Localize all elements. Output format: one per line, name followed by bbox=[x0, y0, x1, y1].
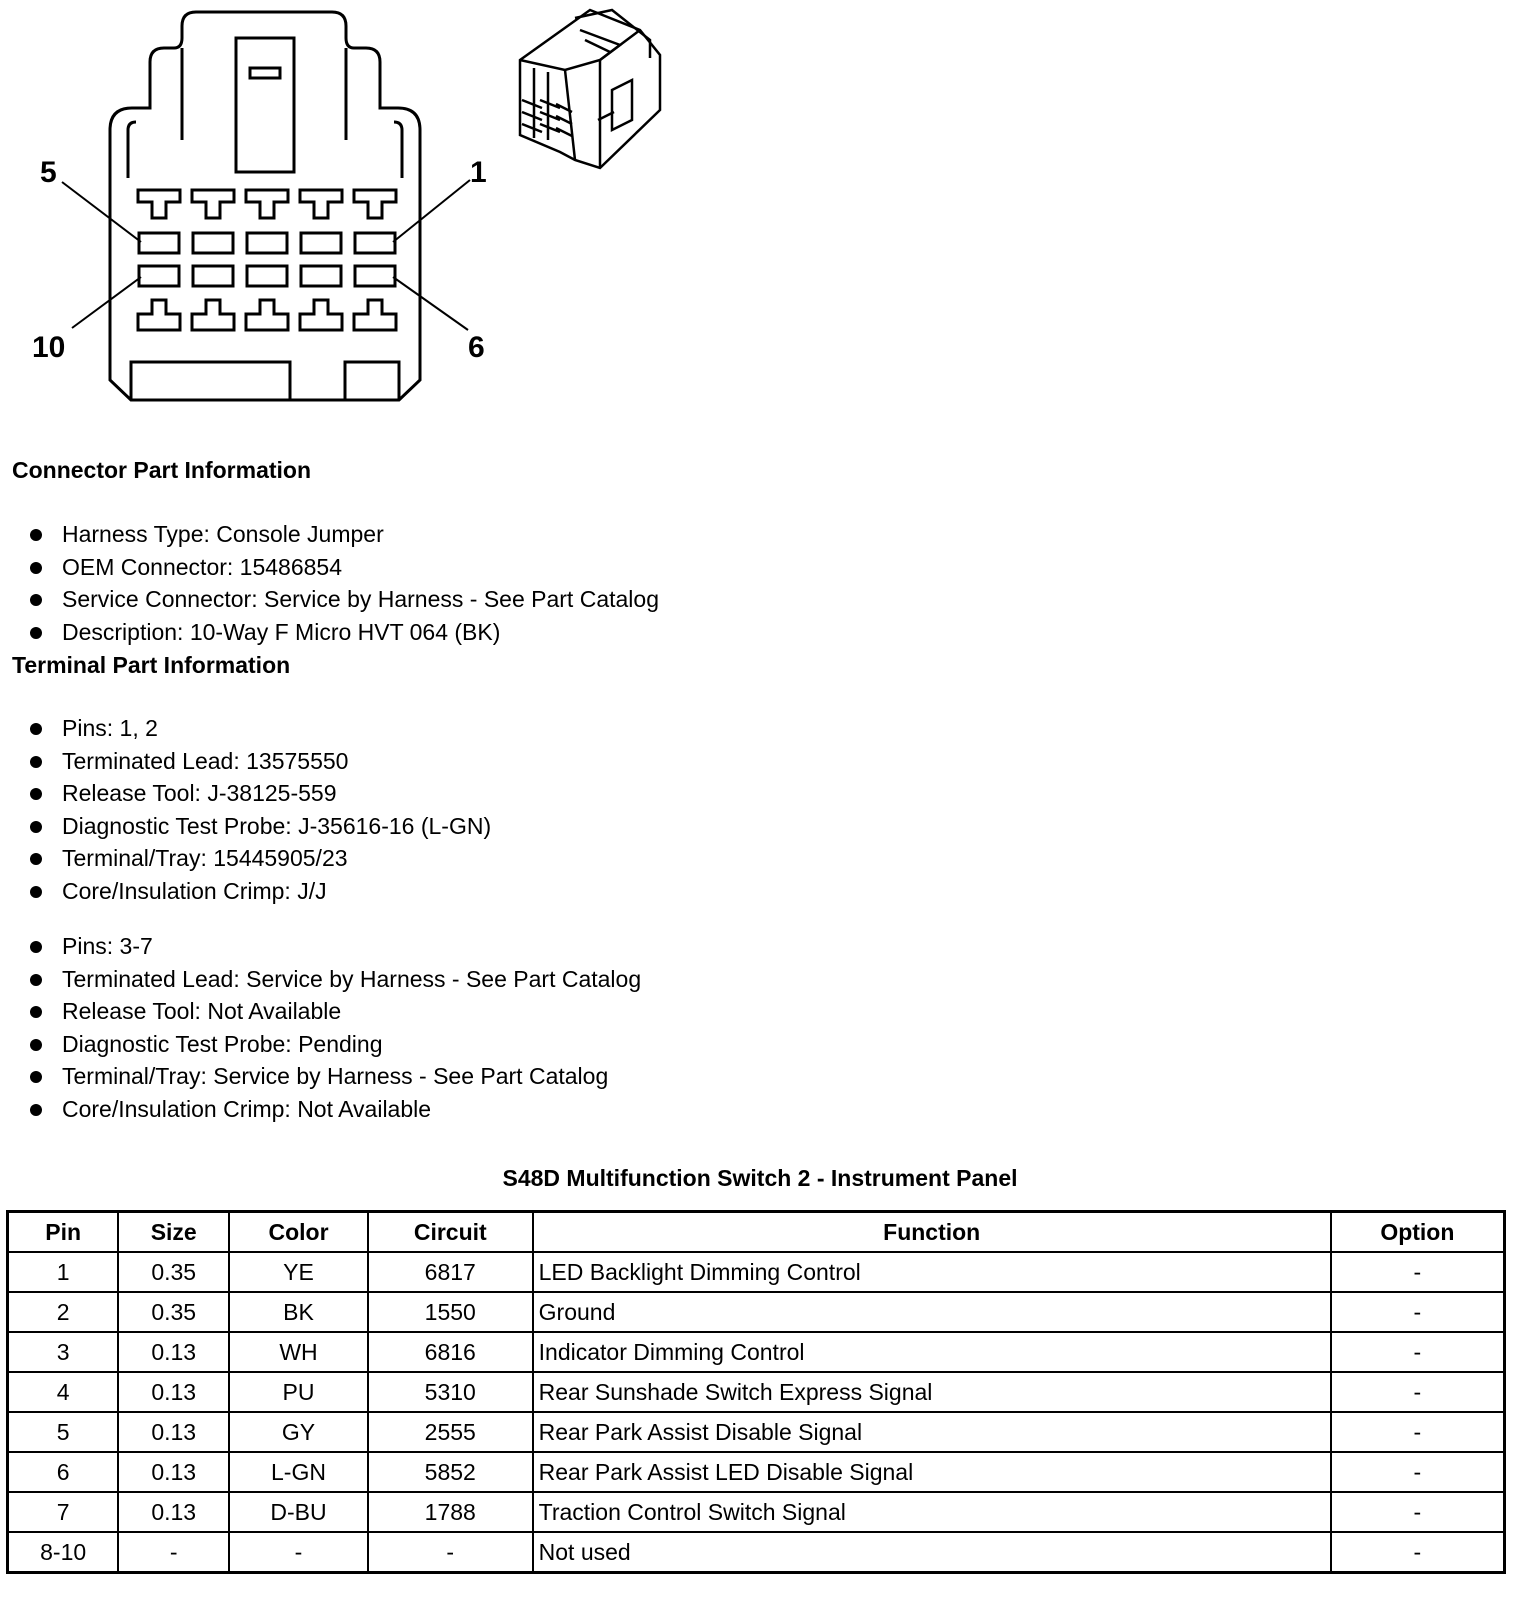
cell-pin: 3 bbox=[8, 1332, 119, 1372]
cell-option: - bbox=[1331, 1292, 1505, 1332]
header-function: Function bbox=[533, 1212, 1331, 1253]
cell-color: YE bbox=[229, 1252, 368, 1292]
list-item: Release Tool: Not Available bbox=[30, 995, 641, 1028]
list-item: Diagnostic Test Probe: J-35616-16 (L-GN) bbox=[30, 810, 491, 843]
cell-color: GY bbox=[229, 1412, 368, 1452]
cell-size: 0.13 bbox=[118, 1372, 229, 1412]
connector-isometric-drawing bbox=[520, 10, 660, 168]
connector-diagram bbox=[0, 0, 700, 420]
pin-label-1: 1 bbox=[470, 156, 487, 189]
cell-color: L-GN bbox=[229, 1452, 368, 1492]
table-row bbox=[8, 1532, 1505, 1573]
pin-label-5: 5 bbox=[40, 156, 57, 189]
pin-table bbox=[6, 1210, 1506, 1574]
cell-option: - bbox=[1331, 1412, 1505, 1452]
cell-color: - bbox=[229, 1532, 368, 1573]
cell-option: - bbox=[1331, 1452, 1505, 1492]
cell-function: LED Backlight Dimming Control bbox=[533, 1252, 1331, 1292]
cell-pin: 8-10 bbox=[8, 1532, 119, 1573]
cell-circuit: 6817 bbox=[368, 1252, 533, 1292]
connector-face-drawing bbox=[110, 12, 420, 400]
table-row bbox=[8, 1412, 1505, 1452]
table-row bbox=[8, 1252, 1505, 1292]
cell-function: Rear Sunshade Switch Express Signal bbox=[533, 1372, 1331, 1412]
table-header-row bbox=[8, 1212, 1505, 1253]
cell-size: 0.35 bbox=[118, 1252, 229, 1292]
list-item: Description: 10-Way F Micro HVT 064 (BK) bbox=[30, 616, 659, 649]
cell-circuit: - bbox=[368, 1532, 533, 1573]
list-item: Harness Type: Console Jumper bbox=[30, 518, 659, 551]
list-item: Core/Insulation Crimp: J/J bbox=[30, 875, 491, 908]
list-item: Terminal/Tray: Service by Harness - See Part Catalog bbox=[30, 1060, 641, 1093]
cell-color: PU bbox=[229, 1372, 368, 1412]
cell-color: BK bbox=[229, 1292, 368, 1332]
cell-pin: 1 bbox=[8, 1252, 119, 1292]
cell-size: 0.13 bbox=[118, 1492, 229, 1532]
cell-color: D-BU bbox=[229, 1492, 368, 1532]
list-item: Terminal/Tray: 15445905/23 bbox=[30, 842, 491, 875]
cell-circuit: 5852 bbox=[368, 1452, 533, 1492]
list-item: Release Tool: J-38125-559 bbox=[30, 777, 491, 810]
cell-function: Traction Control Switch Signal bbox=[533, 1492, 1331, 1532]
cell-pin: 5 bbox=[8, 1412, 119, 1452]
list-item: Core/Insulation Crimp: Not Available bbox=[30, 1093, 641, 1126]
cell-size: 0.13 bbox=[118, 1412, 229, 1452]
cell-size: 0.35 bbox=[118, 1292, 229, 1332]
cell-circuit: 1788 bbox=[368, 1492, 533, 1532]
header-size: Size bbox=[118, 1212, 229, 1253]
cell-size: - bbox=[118, 1532, 229, 1573]
cell-pin: 4 bbox=[8, 1372, 119, 1412]
list-item: Diagnostic Test Probe: Pending bbox=[30, 1028, 641, 1061]
list-item: Pins: 1, 2 bbox=[30, 712, 491, 745]
list-item: OEM Connector: 15486854 bbox=[30, 551, 659, 584]
cell-option: - bbox=[1331, 1332, 1505, 1372]
cell-function: Indicator Dimming Control bbox=[533, 1332, 1331, 1372]
header-pin: Pin bbox=[8, 1212, 119, 1253]
table-row bbox=[8, 1292, 1505, 1332]
list-item: Pins: 3-7 bbox=[30, 930, 641, 963]
cell-function: Rear Park Assist Disable Signal bbox=[533, 1412, 1331, 1452]
cell-option: - bbox=[1331, 1492, 1505, 1532]
header-option: Option bbox=[1331, 1212, 1505, 1253]
terminal-part-info-heading: Terminal Part Information bbox=[12, 652, 291, 678]
table-row bbox=[8, 1492, 1505, 1532]
cell-color: WH bbox=[229, 1332, 368, 1372]
connector-part-info-heading: Connector Part Information bbox=[12, 457, 312, 483]
cell-pin: 6 bbox=[8, 1452, 119, 1492]
header-color: Color bbox=[229, 1212, 368, 1253]
cell-function: Ground bbox=[533, 1292, 1331, 1332]
cell-function: Rear Park Assist LED Disable Signal bbox=[533, 1452, 1331, 1492]
cell-circuit: 5310 bbox=[368, 1372, 533, 1412]
list-item: Terminated Lead: 13575550 bbox=[30, 745, 491, 778]
cell-pin: 7 bbox=[8, 1492, 119, 1532]
cell-size: 0.13 bbox=[118, 1332, 229, 1372]
list-item: Service Connector: Service by Harness - See Part Catalog bbox=[30, 583, 659, 616]
table-row bbox=[8, 1452, 1505, 1492]
cell-pin: 2 bbox=[8, 1292, 119, 1332]
cell-function: Not used bbox=[533, 1532, 1331, 1573]
pin-leader-lines bbox=[62, 180, 470, 330]
pin-label-10: 10 bbox=[32, 331, 66, 364]
cell-circuit: 1550 bbox=[368, 1292, 533, 1332]
table-row bbox=[8, 1332, 1505, 1372]
pin-label-6: 6 bbox=[468, 331, 485, 364]
connector-cavities bbox=[138, 190, 396, 330]
cell-option: - bbox=[1331, 1372, 1505, 1412]
cell-circuit: 6816 bbox=[368, 1332, 533, 1372]
cell-circuit: 2555 bbox=[368, 1412, 533, 1452]
header-circuit: Circuit bbox=[368, 1212, 533, 1253]
connector-part-info-list bbox=[30, 518, 659, 648]
list-item: Terminated Lead: Service by Harness - See Part Catalog bbox=[30, 963, 641, 996]
table-title: S48D Multifunction Switch 2 - Instrument Panel bbox=[502, 1165, 1018, 1191]
cell-size: 0.13 bbox=[118, 1452, 229, 1492]
terminal-part-info-group-2 bbox=[30, 930, 641, 1126]
table-row bbox=[8, 1372, 1505, 1412]
cell-option: - bbox=[1331, 1252, 1505, 1292]
terminal-part-info-group-1 bbox=[30, 712, 491, 908]
cell-option: - bbox=[1331, 1532, 1505, 1573]
